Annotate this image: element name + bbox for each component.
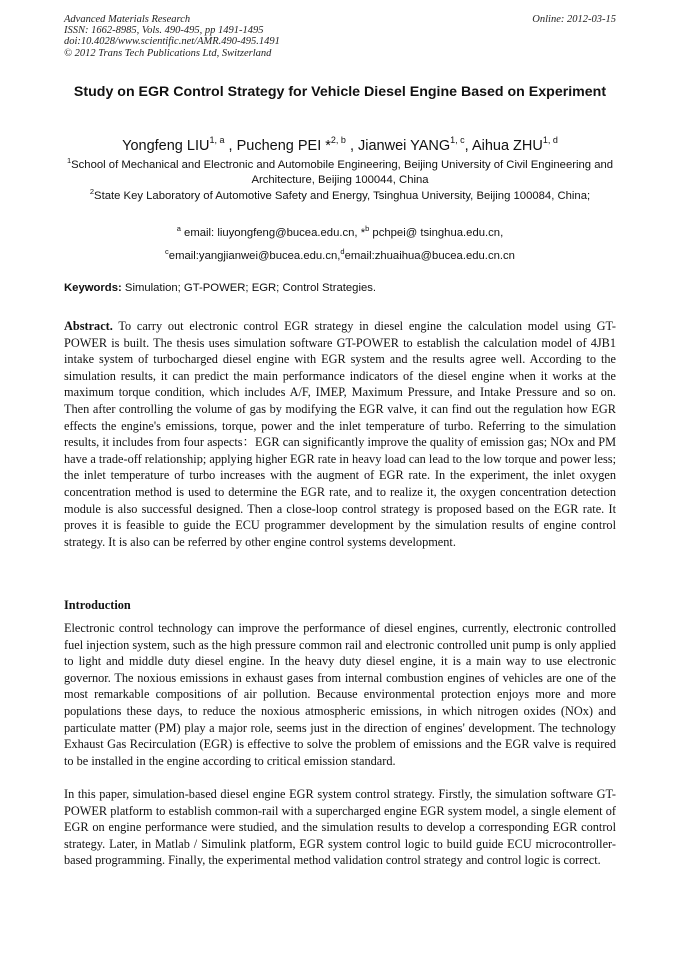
author-separator: , — [345, 138, 359, 154]
author-affiliation-mark: 1, a — [209, 135, 225, 145]
affiliation-mark: 2 — [89, 187, 95, 196]
issn-line: ISSN: 1662-8985, Vols. 490-495, pp 1491-1495 — [64, 25, 264, 37]
email-text: email: liuyongfeng@bucea.edu.cn, * — [180, 227, 366, 239]
affiliation-text: School of Mechanical and Electronic and Automobile Engineering, Beijing University of Civil Engineering and Architecture, Beijing 100044, China — [71, 159, 614, 187]
keywords — [64, 281, 616, 296]
author-separator: , — [224, 138, 237, 154]
email-mark: d — [340, 247, 345, 256]
introduction-paragraph-2: In this paper, simulation-based diesel engine EGR system control strategy. Firstly, the simulation software GT-POWER platform to establish common-rail with a supercharged engine EGR system model, a single element of EGR on engine performance were studied, and the simulation results to develop a corresponding EGR control strategy. Later, in Matlab / Simulink platform, EGR system control logic to build guide ECU microcontroller-based programming. Finally, the experimental method validation control strategy and control logic is correct. — [64, 787, 616, 868]
email-text: email:yangjianwei@bucea.edu.cn, — [168, 250, 341, 262]
email-mark: b — [365, 224, 370, 233]
email-text: pchpei@ tsinghua.edu.cn, — [369, 227, 504, 239]
email-line-2 — [64, 249, 616, 264]
journal-header — [64, 14, 616, 59]
introduction-paragraph-1: Electronic control technology can improve the performance of diesel engines, currently, electronic controlled fuel injection system, such as the high pressure common rail and electronic controlled unit pump is only applied to light and middle duty diesel engine. In the heavy duty diesel engine, it is a main way to use electronic governor. The noxious emissions in exhaust gases from internal combustion engines of vehicles are one of the most remarkable compositions of air pollution. Because environmental protection enjoys more and more populations these days, to reduce the noxious atmospheric emissions, in which nitrogen oxides (NOx) and particulate matter (PM) play a major role, seems just in the direction of engines' development. The technology Exhaust Gas Recirculation (EGR) is effective to solve the problem of emissions and the EGR valve is required to be installed in the engine according to critical emission standard. — [64, 621, 616, 768]
author-affiliation-mark: 2, b — [330, 135, 346, 145]
author-name: Pucheng PEI * — [236, 138, 331, 154]
author-affiliation-mark: 1, c — [450, 135, 465, 145]
affiliation-mark: 1 — [66, 156, 72, 165]
author-affiliation-mark: 1, d — [542, 135, 558, 145]
abstract — [64, 318, 616, 550]
email-mark: c — [165, 247, 169, 256]
author-name: Aihua ZHU — [471, 138, 543, 154]
doi-line: doi:10.4028/www.scientific.net/AMR.490-495.1491 — [64, 36, 280, 48]
copyright-line: © 2012 Trans Tech Publications Ltd, Switzerland — [64, 47, 272, 59]
email-mark: a — [176, 224, 181, 233]
email-line-1 — [64, 226, 616, 241]
abstract-label: Abstract. — [64, 319, 113, 333]
email-text: email:zhuaihua@bucea.edu.cn.cn — [344, 250, 515, 262]
author-name: Yongfeng LIU — [122, 138, 210, 154]
keywords-text: Simulation; GT-POWER; EGR; Control Strategies. — [121, 282, 377, 294]
abstract-text: To carry out electronic control EGR strategy in diesel engine the calculation model using GT-POWER is built. The thesis uses simulation software GT-POWER to establish the calculation model of 4JB1 intake system of turbocharged diesel engine with EGR system and the results agree well. According to the simulation results, it can predict the main performance indicators of the diesel engine when it works at the maximum torque condition, which includes A/F, IMEP, Maximum Pressure, and Intake Pressure and so on. Then after controlling the volume of gas by modifying the EGR valve, it can find out the regulation how EGR effects the engine's emissions, torque, power and the inlet temperature of turbo. Referring to the simulation results, it includes from four aspects：EGR can significantly improve the quality of emission gas; NOx and PM have a trade-off relationship; applying higher EGR rate in heavy load can lead to the low torque and power less; the inlet temperature of turbo increases with the augment of EGR rate. In the experiment, the inlet oxygen concentration method is used to determine the EGR rate, and to realize it, the oxygen concentration detection module is also successful designed. Then a close-loop control strategy is proposed based on the EGR rate. It proves it is feasible to guide the ECU programmer development by the simulation results of engine control strategy. It is also can be referred by other engine control systems development. — [64, 319, 616, 549]
online-date: Online: 2012-03-15 — [532, 14, 616, 25]
paper-title: Study on EGR Control Strategy for Vehicle Diesel Engine Based on Experiment — [73, 84, 607, 100]
author-name: Jianwei YANG — [358, 138, 451, 154]
affiliation-1 — [64, 158, 616, 189]
affiliation-2 — [64, 189, 616, 204]
keywords-label: Keywords: — [64, 282, 122, 294]
author-separator: , — [464, 138, 472, 154]
affiliation-text: State Key Laboratory of Automotive Safety and Energy, Tsinghua University, Beijing 100084, China; — [94, 190, 591, 202]
journal-name: Advanced Materials Research — [64, 14, 191, 25]
section-heading-introduction: Introduction — [64, 598, 131, 612]
author-list — [64, 137, 616, 156]
